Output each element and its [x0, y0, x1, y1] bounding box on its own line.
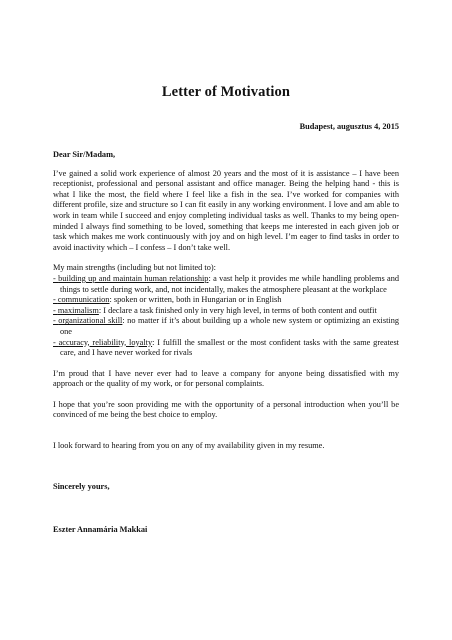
list-item — [53, 295, 399, 306]
list-item-term: maximalism — [57, 305, 99, 315]
list-item-term: organizational skill — [58, 316, 123, 326]
list-item-dash: - — [53, 316, 59, 326]
list-item-text: : spoken or written, both in Hungarian or in English — [109, 295, 282, 305]
signature-name: Eszter Annamária Makkai — [53, 525, 148, 535]
list-item-dash: - — [53, 337, 59, 347]
paragraph-hope: I hope that you’re soon providing me with the opportunity of a personal introduction when you’ll be convinced of me being the best choice to employ. — [53, 399, 399, 420]
date-line: Budapest, augusztus 4, 2015 — [299, 122, 399, 131]
list-item-term: accuracy, reliability, loyalty — [58, 337, 153, 347]
list-item-dash: - — [53, 295, 58, 305]
letter-body — [53, 150, 399, 536]
list-item-term: communication — [57, 295, 110, 305]
list-item-text: : I declare a task finished only in very high level, in terms of both content and outfit — [98, 305, 377, 315]
paragraph-look-forward: I look forward to hearing from you on any of my availability given in my resume. — [53, 441, 325, 451]
page-title: Letter of Motivation — [161, 84, 291, 100]
paragraph-experience: I’ve gained a solid work experience of almost 20 years and the most of it is assistance – I have been receptionist, professional and personal assistant and office manager. Being the helping hand - this is what I like the most, the field where I feel like a fish in the sea. I’ve worked for companies with different profile, size and structure so I can fit easily in any working environment. I love and am able to work in team while I succeed and enjoy completing individual tasks as well. Thanks to my being open-minded I always find something to be loved, something that keeps me interested in each given job or task which makes me work continuously with joy and on high level. I’m eager to find tasks in order to avoid inactivity which – I confess – I don’t take well. — [53, 168, 399, 252]
list-item-text: : a vast help it provides me while handling problems and things to settle during work, and, not incidentally, makes the atmosphere pleasant at the workplace — [60, 273, 399, 294]
list-item-text: : no matter if it’s about building up a whole new system or optimizing an existing one — [60, 316, 399, 336]
strengths-list — [53, 274, 399, 359]
list-item-term: building up and maintain human relationship — [58, 273, 209, 283]
list-item-dash: - — [53, 305, 58, 315]
list-item — [53, 316, 399, 337]
closing: Sincerely yours, — [53, 481, 110, 491]
list-item — [53, 274, 399, 295]
list-item — [53, 338, 399, 359]
salutation: Dear Sir/Madam, — [53, 150, 116, 159]
list-item-dash: - — [53, 273, 59, 283]
paragraph-pride: I’m proud that I have never ever had to leave a company for anyone being dissatisfied with my approach or the quality of my work, or for personal complaints. — [53, 368, 399, 389]
list-item — [53, 306, 399, 317]
strengths-intro: My main strengths (including but not limited to): — [53, 263, 216, 273]
list-item-text: : I fulfill the smallest or the most confident tasks with the same greatest care, and I have never worked for rivals — [60, 337, 399, 358]
